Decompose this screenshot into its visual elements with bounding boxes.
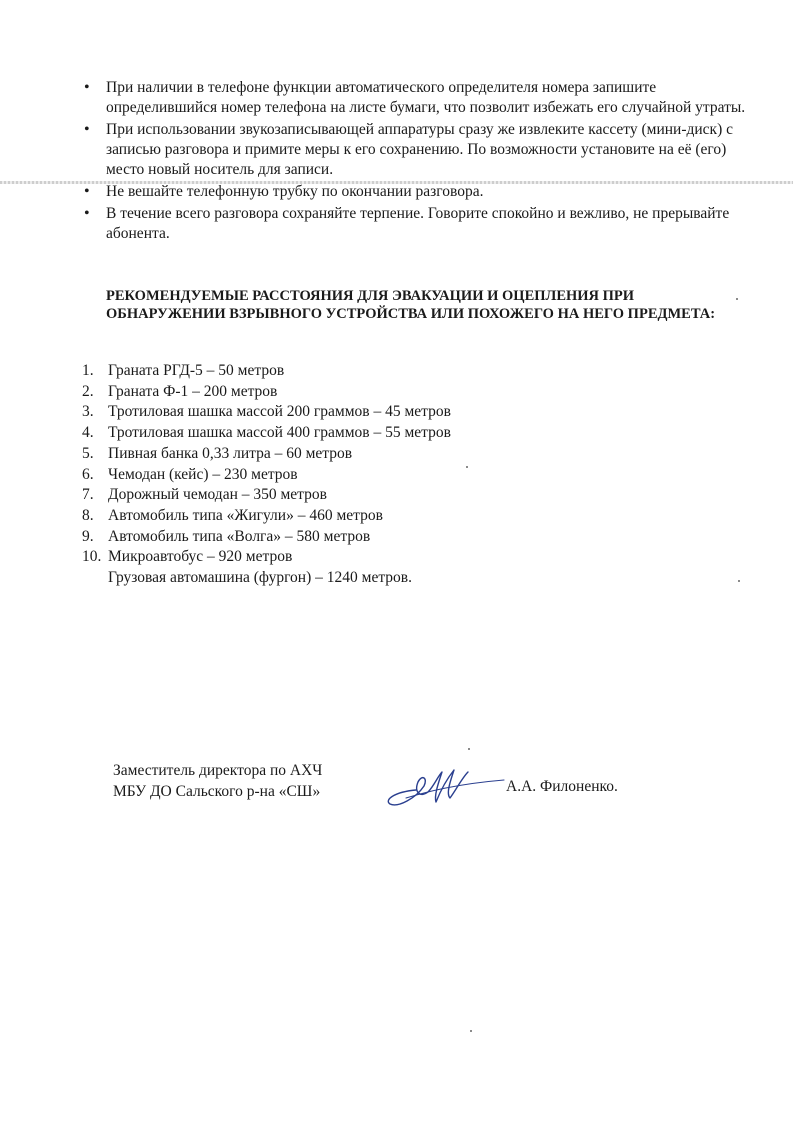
bullet-item xyxy=(80,78,760,118)
list-item xyxy=(82,402,682,423)
instruction-bullet-list xyxy=(80,78,760,246)
list-text: Пивная банка 0,33 литра – 60 метров xyxy=(108,444,353,462)
list-text: Граната РГД-5 – 50 метров xyxy=(108,362,285,379)
evacuation-distance-list xyxy=(82,361,682,589)
bullet-marker: • xyxy=(84,79,90,96)
list-number: 7. xyxy=(82,486,94,504)
signature-block xyxy=(113,760,322,802)
list-item xyxy=(82,485,682,506)
handwritten-signature xyxy=(376,762,506,810)
list-text: Тротиловая шашка массой 400 граммов – 55 метров xyxy=(108,424,451,442)
list-text: Дорожный чемодан – 350 метров xyxy=(108,486,327,504)
bullet-marker: • xyxy=(84,205,90,222)
list-item xyxy=(82,506,682,527)
list-item xyxy=(82,547,682,568)
list-text: Автомобиль типа «Волга» – 580 метров xyxy=(108,527,371,545)
list-item xyxy=(82,361,682,382)
bullet-text: Не вешайте телефонную трубку по окончании разговора. xyxy=(106,183,484,200)
bullet-text: При использовании звукозаписывающей аппаратуры сразу же извлеките кассету (мини-диск) с записью разговора и примите меры к его сохранению. По возможности установите на её (его) место новый носитель для записи. xyxy=(106,121,734,178)
list-item xyxy=(82,382,682,403)
scan-speck xyxy=(468,748,470,750)
bullet-item xyxy=(80,182,760,202)
list-item xyxy=(82,444,682,465)
signer-organization: МБУ ДО Сальского р-на «СШ» xyxy=(113,783,321,800)
scan-speck xyxy=(738,580,740,582)
scan-speck xyxy=(736,298,738,300)
list-number: 6. xyxy=(82,465,94,483)
list-text: Микроавтобус – 920 метров xyxy=(108,548,293,566)
scan-speck xyxy=(466,466,468,468)
list-text: Граната Ф-1 – 200 метров xyxy=(108,382,278,400)
bullet-item xyxy=(80,120,760,180)
list-number: 10. xyxy=(82,548,102,566)
signer-position: Заместитель директора по АХЧ xyxy=(113,762,323,779)
list-text: Чемодан (кейс) – 230 метров xyxy=(108,465,298,483)
list-number: 3. xyxy=(82,403,94,421)
list-item xyxy=(82,465,682,486)
list-number: 2. xyxy=(82,382,94,400)
list-item-unnumbered: Грузовая автомашина (фургон) – 1240 метров. xyxy=(108,569,412,587)
bullet-text: При наличии в телефоне функции автоматического определителя номера запишите определившийся номер телефона на листе бумаги, что позволит избежать его случайной утраты. xyxy=(106,79,746,116)
list-number: 5. xyxy=(82,444,94,462)
list-item xyxy=(82,527,682,548)
scan-speck xyxy=(470,1030,472,1032)
section-heading: РЕКОМЕНДУЕМЫЕ РАССТОЯНИЯ ДЛЯ ЭВАКУАЦИИ И ОЦЕПЛЕНИЯ ПРИ ОБНАРУЖЕНИИ ВЗРЫВНОГО УСТРОЙСТВА ИЛИ ПОХОЖЕГО НА НЕГО ПРЕДМЕТА: xyxy=(106,288,716,322)
list-text: Тротиловая шашка массой 200 граммов – 45 метров xyxy=(108,403,451,421)
signer-name: А.А. Филоненко. xyxy=(506,778,618,795)
bullet-item xyxy=(80,204,760,244)
bullet-marker: • xyxy=(84,183,90,200)
bullet-text: В течение всего разговора сохраняйте терпение. Говорите спокойно и вежливо, не прерывайте абонента. xyxy=(106,205,730,242)
list-number: 8. xyxy=(82,506,94,524)
list-number: 1. xyxy=(82,362,94,379)
bullet-marker: • xyxy=(84,121,90,138)
list-number: 4. xyxy=(82,424,94,442)
list-text: Автомобиль типа «Жигули» – 460 метров xyxy=(108,506,383,524)
list-item xyxy=(82,423,682,444)
list-number: 9. xyxy=(82,527,94,545)
